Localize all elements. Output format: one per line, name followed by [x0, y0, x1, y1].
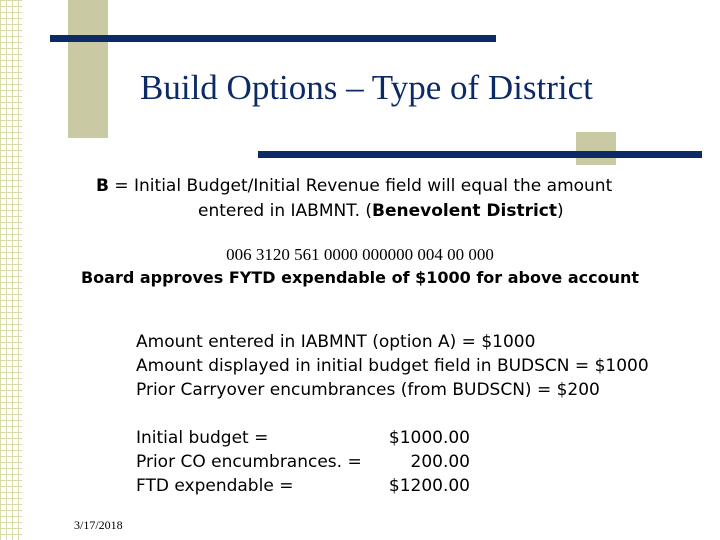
slide-date: 3/17/2018: [74, 518, 123, 532]
slide-title: Build Options – Type of District: [140, 68, 593, 107]
tan-accent-block-right: [576, 132, 616, 165]
navy-accent-bar-top: [50, 35, 496, 42]
amount-line-2: Amount displayed in initial budget field in BUDSCN = $1000: [136, 356, 649, 376]
calc-label-1: Initial budget =: [136, 428, 269, 448]
calc-label-2: Prior CO encumbrances. =: [136, 452, 362, 472]
calc-value-1: $1000.00: [388, 428, 470, 448]
calc-value-2: 200.00: [410, 452, 470, 472]
district-type-key: B: [96, 176, 109, 196]
calc-label-3: FTD expendable =: [136, 476, 294, 496]
tan-accent-block-top: [68, 0, 108, 138]
decorative-grid-strip: [0, 0, 22, 540]
definition-line-2-post: ): [557, 201, 564, 221]
definition-text: = Initial Budget/Initial Revenue field will equal the amount: [108, 176, 613, 196]
district-name: Benevolent District: [372, 201, 558, 221]
amount-line-1: Amount entered in IABMNT (option A) = $1000: [136, 332, 536, 352]
board-statement: Board approves FYTD expendable of $1000 for above account: [80, 268, 640, 287]
definition-line-1: [96, 176, 612, 196]
navy-accent-bar-right: [258, 151, 702, 158]
definition-line-2-pre: entered in IABMNT. (: [198, 201, 373, 221]
account-number: 006 3120 561 0000 000000 004 00 000: [226, 245, 494, 264]
definition-line-2: [198, 201, 564, 221]
amount-line-3: Prior Carryover encumbrances (from BUDSCN) = $200: [136, 380, 600, 400]
calc-value-3: $1200.00: [388, 476, 470, 496]
